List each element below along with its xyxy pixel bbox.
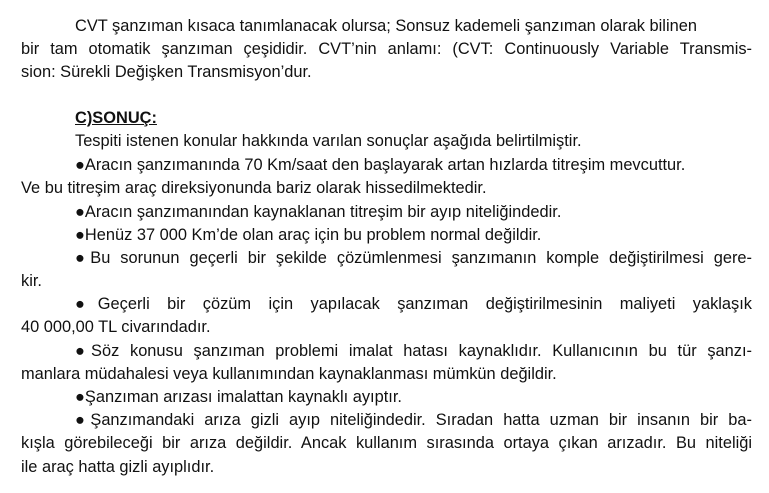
finding-line-4: ●Henüz 37 000 Km’de olan araç için bu problem normal değildir.	[75, 226, 542, 244]
finding-line-13: kışla görebileceği bir arıza değildir. Ancak kullanım sırasında ortaya çıkan arızadır. Bu niteliği	[21, 434, 752, 452]
finding-line-7: ●Geçerli bir çözüm için yapılacak şanzıman değiştirilmesinin maliyeti yaklaşık	[75, 295, 752, 313]
finding-line-3: ●Aracın şanzımanından kaynaklanan titreşim bir ayıp niteliğindedir.	[75, 203, 562, 221]
intro-line-3: sion: Sürekli Değişken Transmisyon’dur.	[21, 63, 312, 81]
intro-line-2: bir tam otomatik şanzıman çeşididir. CVT’nin anlamı: (CVT: Continuously Variable Transmis-	[21, 40, 752, 58]
finding-line-14: ile araç hatta gizli ayıplıdır.	[21, 458, 215, 476]
intro-line-1: CVT şanzıman kısaca tanımlanacak olursa; Sonsuz kademeli şanzıman olarak bilinen	[75, 17, 697, 35]
finding-line-6: kir.	[21, 272, 42, 290]
finding-line-5: ●Bu sorunun geçerli bir şekilde çözümlenmesi şanzımanın komple değiştirilmesi gere-	[75, 249, 752, 267]
finding-line-9: ●Söz konusu şanzıman problemi imalat hatası kaynaklıdır. Kullanıcının bu tür şanzı-	[75, 342, 752, 360]
finding-line-11: ●Şanzıman arızası imalattan kaynaklı ayıptır.	[75, 388, 402, 406]
finding-line-12: ●Şanzımandaki arıza gizli ayıp niteliğindedir. Sıradan hatta uzman bir insanın bir ba-	[75, 411, 752, 429]
finding-line-2: Ve bu titreşim araç direksiyonunda bariz olarak hissedilmektedir.	[21, 179, 487, 197]
conclusion-lead: Tespiti istenen konular hakkında varılan sonuçlar aşağıda belirtilmiştir.	[75, 132, 582, 150]
section-heading: C)SONUÇ:	[75, 109, 157, 127]
finding-line-8: 40 000,00 TL civarındadır.	[21, 318, 211, 336]
finding-line-10: manlara müdahalesi veya kullanımından kaynaklanması mümkün değildir.	[21, 365, 557, 383]
finding-line-1: ●Aracın şanzımanında 70 Km/saat den başlayarak artan hızlarda titreşim mevcuttur.	[75, 156, 686, 174]
